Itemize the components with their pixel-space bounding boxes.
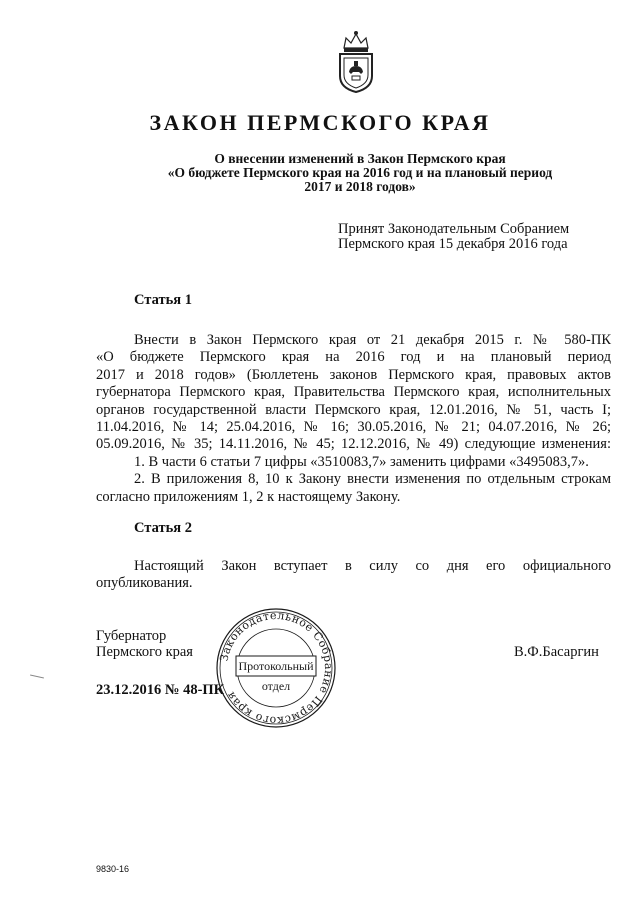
article-1-line: 05.09.2016, № 35; 14.11.2016, № 45; 12.12.2016, № 49) следующие изменения: — [96, 436, 611, 453]
article-2-line: опубликования. — [96, 575, 193, 592]
subtitle-line-1: О внесении изменений в Закон Пермского края — [214, 151, 506, 166]
adopted-line-1: Принят Законодательным Собранием — [338, 221, 570, 237]
article-1-heading: Статья 1 — [134, 292, 192, 308]
article-1-item-2-line: 2. В приложения 8, 10 к Закону внести изменения по отдельным строкам — [134, 471, 611, 488]
signatory-position-line-1: Губернатор — [96, 628, 167, 644]
article-1-line: органов государственной власти Пермского края, 12.01.2016, № 51, часть I; — [96, 401, 611, 418]
article-1-item-2-line: согласно приложениям 1, 2 к настоящему Закону. — [96, 488, 401, 505]
stamp-center-line-1: Протокольный — [238, 659, 314, 673]
article-2-line: Настоящий Закон вступает в силу со дня его официального — [134, 558, 611, 574]
stamp-center-line-2: отдел — [261, 679, 291, 693]
official-stamp — [214, 606, 338, 730]
margin-mark — [30, 675, 44, 679]
signatory-name: В.Ф.Басаргин — [514, 644, 599, 660]
adopted-line-2: Пермского края 15 декабря 2016 года — [338, 236, 568, 252]
article-2-heading: Статья 2 — [134, 520, 192, 536]
subtitle-line-2: «О бюджете Пермского края на 2016 год и на плановый период — [167, 165, 553, 180]
document-code: 9830-16 — [96, 864, 130, 874]
article-1-line: 2017 и 2018 годов» (Бюллетень законов Пермского края, правовых актов — [96, 366, 611, 383]
article-1-line: 11.04.2016, № 14; 25.04.2016, № 16; 30.05.2016, № 21; 04.07.2016, № 26; — [96, 419, 611, 436]
signatory-position-line-2: Пермского края — [96, 644, 193, 660]
article-1-item-1: 1. В части 6 статьи 7 цифры «3510083,7» заменить цифрами «3495083,7». — [134, 453, 589, 470]
stamp-ring-text: Законодательное Собрание Пермского края — [217, 608, 336, 728]
law-title: ЗАКОН ПЕРМСКОГО КРАЯ — [149, 110, 491, 135]
article-1-line: губернатора Пермского края, Правительства Пермского края, исполнительных — [96, 384, 611, 401]
article-2-text — [96, 558, 611, 593]
article-1-intro — [96, 332, 611, 506]
law-date-number: 23.12.2016 № 48-ПК — [96, 682, 225, 698]
coat-of-arms-icon — [334, 28, 378, 94]
article-1-line: Внести в Закон Пермского края от 21 декабря 2015 г. № 580-ПК — [134, 332, 611, 348]
subtitle-line-3: 2017 и 2018 годов» — [304, 179, 416, 194]
article-1-line: «О бюджете Пермского края на 2016 год и на плановый период — [96, 349, 611, 366]
